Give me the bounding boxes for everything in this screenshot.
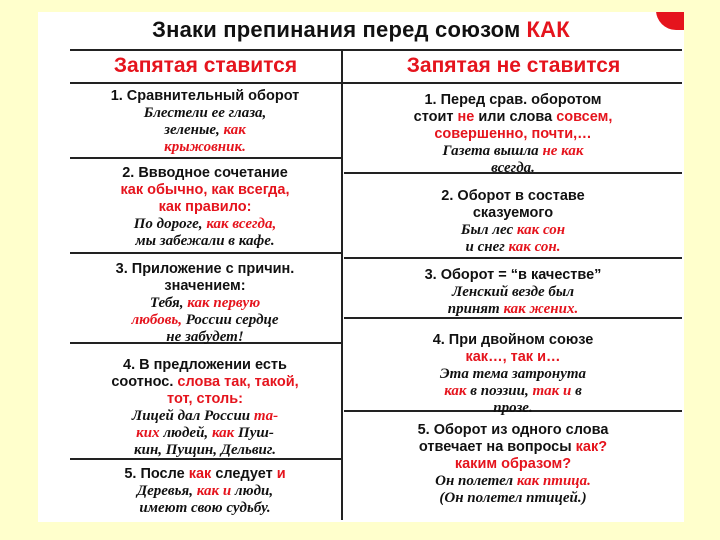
left-rule-5 xyxy=(70,466,340,517)
rule-example: Ленский везде был xyxy=(451,284,575,300)
right-row-divider xyxy=(344,257,682,259)
right-rule-2 xyxy=(344,188,682,256)
rule-keywords: как правило: xyxy=(158,199,252,215)
rule-keywords: совершенно, почти,… xyxy=(434,126,592,142)
right-rule-3 xyxy=(344,267,682,318)
left-row-divider xyxy=(70,157,341,159)
rule-example: Газета вышла не как xyxy=(442,143,584,159)
rule-example: крыжовник. xyxy=(164,139,246,155)
title-main: Знаки препинания перед союзом xyxy=(152,17,521,42)
right-column-header: Запятая не ставится xyxy=(406,54,621,77)
rule-example: кин, Пущин, Дельвиг. xyxy=(134,442,276,458)
rule-example: и снег как сон. xyxy=(465,239,561,255)
rule-example: Лицей дал России та- xyxy=(131,408,279,424)
rule-example: Он полетел как птица. xyxy=(435,473,591,489)
rule-example: прозе. xyxy=(493,400,533,416)
rule-example: Был лес как сон xyxy=(460,222,566,238)
rule-heading: 4. В предложении есть xyxy=(123,357,287,373)
rule-example: любовь, России сердце xyxy=(131,312,279,328)
rule-example: Блестели ее глаза, xyxy=(143,105,267,121)
header-divider xyxy=(70,82,682,84)
rule-example: ких людей, как Пуш- xyxy=(136,425,274,441)
rule-heading: 4. При двойном союзе xyxy=(432,332,594,348)
rule-keywords: каким образом? xyxy=(454,456,572,472)
rule-example: Эта тема затронута xyxy=(439,366,587,382)
rule-heading: 5. После как следует и xyxy=(124,466,286,482)
right-rule-4 xyxy=(344,332,682,417)
right-rule-5 xyxy=(344,422,682,507)
left-column-header: Запятая ставится xyxy=(113,54,298,77)
rule-heading: 3. Приложение с причин. xyxy=(115,261,295,277)
rule-example: По дороге, как всегда, xyxy=(133,216,277,232)
left-rule-1 xyxy=(70,88,340,156)
left-rule-3 xyxy=(70,261,340,346)
rule-example: принят как жених. xyxy=(447,301,579,317)
rule-heading: 3. Оборот = “в качестве” xyxy=(424,267,602,283)
left-row-divider xyxy=(70,252,341,254)
rule-example: Деревья, как и люди, xyxy=(136,483,274,499)
rule-heading: 1. Сравнительный оборот xyxy=(110,88,300,104)
rule-example: (Он полетел птицей.) xyxy=(439,490,587,506)
rule-heading: отвечает на вопросы как? xyxy=(418,439,608,455)
rule-example: как в поэзии, так и в xyxy=(444,383,582,399)
slide-title xyxy=(38,12,684,42)
rule-heading: 2. Оборот в составе xyxy=(441,188,585,204)
column-divider xyxy=(341,50,343,520)
left-rule-2 xyxy=(70,165,340,250)
rule-heading: 1. Перед срав. оборотом xyxy=(424,92,602,108)
rule-keywords: как…, так и… xyxy=(465,349,561,365)
title-highlight: КАК xyxy=(526,17,570,42)
rule-example: не забудет! xyxy=(166,329,244,345)
slide-sheet xyxy=(38,12,684,522)
rule-heading: 2. Ввводное сочетание xyxy=(122,165,288,181)
rule-heading: сказуемого xyxy=(472,205,554,221)
rule-heading: значением: xyxy=(164,278,246,294)
rule-keywords: как обычно, как всегда, xyxy=(120,182,290,198)
left-rule-4 xyxy=(70,357,340,459)
right-rule-1 xyxy=(344,92,682,177)
rule-heading: соотнос. слова так, такой, xyxy=(111,374,299,390)
rule-example: имеют свою судьбу. xyxy=(139,500,271,516)
rule-example: всегда. xyxy=(491,160,535,176)
rule-keywords: тот, столь: xyxy=(167,391,243,407)
rule-example: зеленые, как xyxy=(164,122,246,138)
rule-example: Тебя, как первую xyxy=(149,295,261,311)
rule-heading: стоит не или слова совсем, xyxy=(413,109,613,125)
rule-example: мы забежали в кафе. xyxy=(135,233,275,249)
rule-heading: 5. Оборот из одного слова xyxy=(417,422,609,438)
